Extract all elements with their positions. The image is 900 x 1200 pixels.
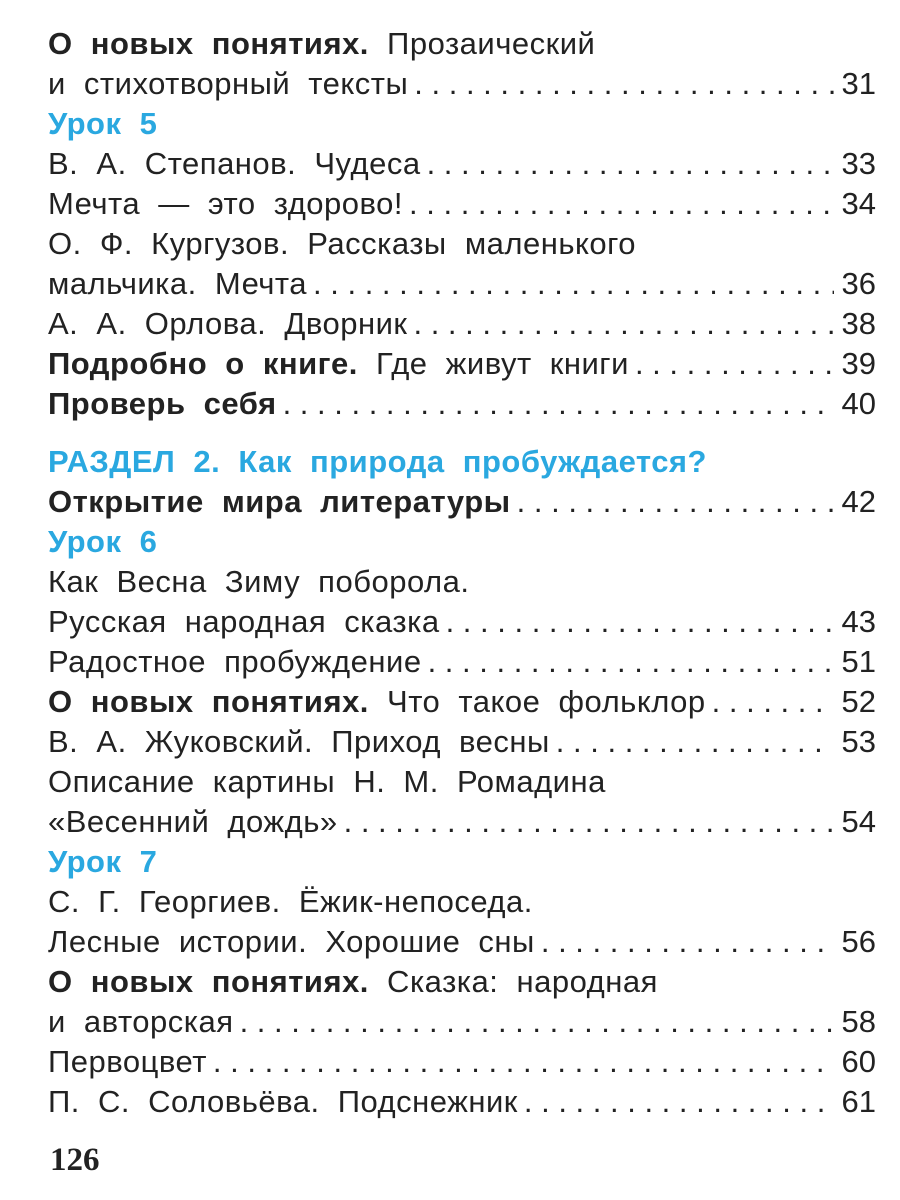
- page-ref: 54: [841, 804, 876, 839]
- dot-leader: [428, 642, 834, 682]
- page-ref: 33: [841, 146, 876, 181]
- section-heading: РАЗДЕЛ 2. Как природа пробуждается?: [48, 444, 707, 479]
- toc-line: Подробно о книге. Где живут книги . . . 39: [48, 344, 876, 384]
- dot-leader: [344, 802, 834, 842]
- toc-line: О новых понятиях. Прозаический: [48, 26, 596, 61]
- toc-line: Открытие мира литературы . . . 42: [48, 482, 876, 522]
- page-ref: 42: [841, 484, 876, 519]
- toc-line: Русская народная сказка . . . 43: [48, 602, 876, 642]
- page-ref: 60: [841, 1044, 876, 1079]
- dot-leader: [409, 184, 834, 224]
- page-ref: 36: [841, 266, 876, 301]
- toc-line: и авторская . . . 58: [48, 1002, 876, 1042]
- toc-line: мальчика. Мечта . . . 36: [48, 264, 876, 304]
- toc-line: О новых понятиях. Сказка: народная: [48, 964, 658, 999]
- page-ref: 40: [841, 386, 876, 421]
- toc-line: В. А. Степанов. Чудеса . . . 33: [48, 144, 876, 184]
- dot-leader: [313, 264, 833, 304]
- toc-line: Радостное пробуждение . . . 51: [48, 642, 876, 682]
- dot-leader: [635, 344, 834, 384]
- dot-leader: [556, 722, 834, 762]
- toc-line: Первоцвет . . . 60: [48, 1042, 876, 1082]
- page-ref: 38: [841, 306, 876, 341]
- page-ref: 56: [841, 924, 876, 959]
- dot-leader: [524, 1082, 834, 1122]
- page-ref: 34: [841, 186, 876, 221]
- toc-line: О. Ф. Кургузов. Рассказы маленького: [48, 226, 636, 261]
- table-of-contents: [48, 24, 876, 1122]
- toc-line: Как Весна Зиму поборола.: [48, 564, 470, 599]
- dot-leader: [712, 682, 834, 722]
- dot-leader: [414, 64, 833, 104]
- page-ref: 51: [841, 644, 876, 679]
- dot-leader: [541, 922, 834, 962]
- toc-line: Проверь себя . . . 40: [48, 384, 876, 424]
- toc-line: Лесные истории. Хорошие сны . . . 56: [48, 922, 876, 962]
- dot-leader: [446, 602, 834, 642]
- dot-leader: [517, 482, 834, 522]
- dot-leader: [283, 384, 834, 424]
- lesson-heading: Урок 6: [48, 524, 158, 559]
- toc-line: Описание картины Н. М. Ромадина: [48, 764, 606, 799]
- page-ref: 43: [841, 604, 876, 639]
- dot-leader: [240, 1002, 834, 1042]
- page-ref: 31: [841, 66, 876, 101]
- dot-leader: [213, 1042, 834, 1082]
- lesson-heading: Урок 5: [48, 106, 158, 141]
- toc-line: В. А. Жуковский. Приход весны . . . 53: [48, 722, 876, 762]
- toc-line: А. А. Орлова. Дворник . . . 38: [48, 304, 876, 344]
- page-number: 126: [50, 1142, 100, 1178]
- page-ref: 39: [841, 346, 876, 381]
- toc-line: и стихотворный тексты . . . 31: [48, 64, 876, 104]
- toc-line: «Весенний дождь» . . . 54: [48, 802, 876, 842]
- page-ref: 58: [841, 1004, 876, 1039]
- dot-leader: [427, 144, 834, 184]
- toc-line: С. Г. Георгиев. Ёжик-непоседа.: [48, 884, 533, 919]
- toc-line: Мечта — это здорово! . . . 34: [48, 184, 876, 224]
- page-ref: 53: [841, 724, 876, 759]
- toc-line: П. С. Соловьёва. Подснежник . . . 61: [48, 1082, 876, 1122]
- page-ref: 52: [841, 684, 876, 719]
- dot-leader: [413, 304, 833, 344]
- toc-line: О новых понятиях. Что такое фольклор . . . 52: [48, 682, 876, 722]
- page-ref: 61: [841, 1084, 876, 1119]
- lesson-heading: Урок 7: [48, 844, 158, 879]
